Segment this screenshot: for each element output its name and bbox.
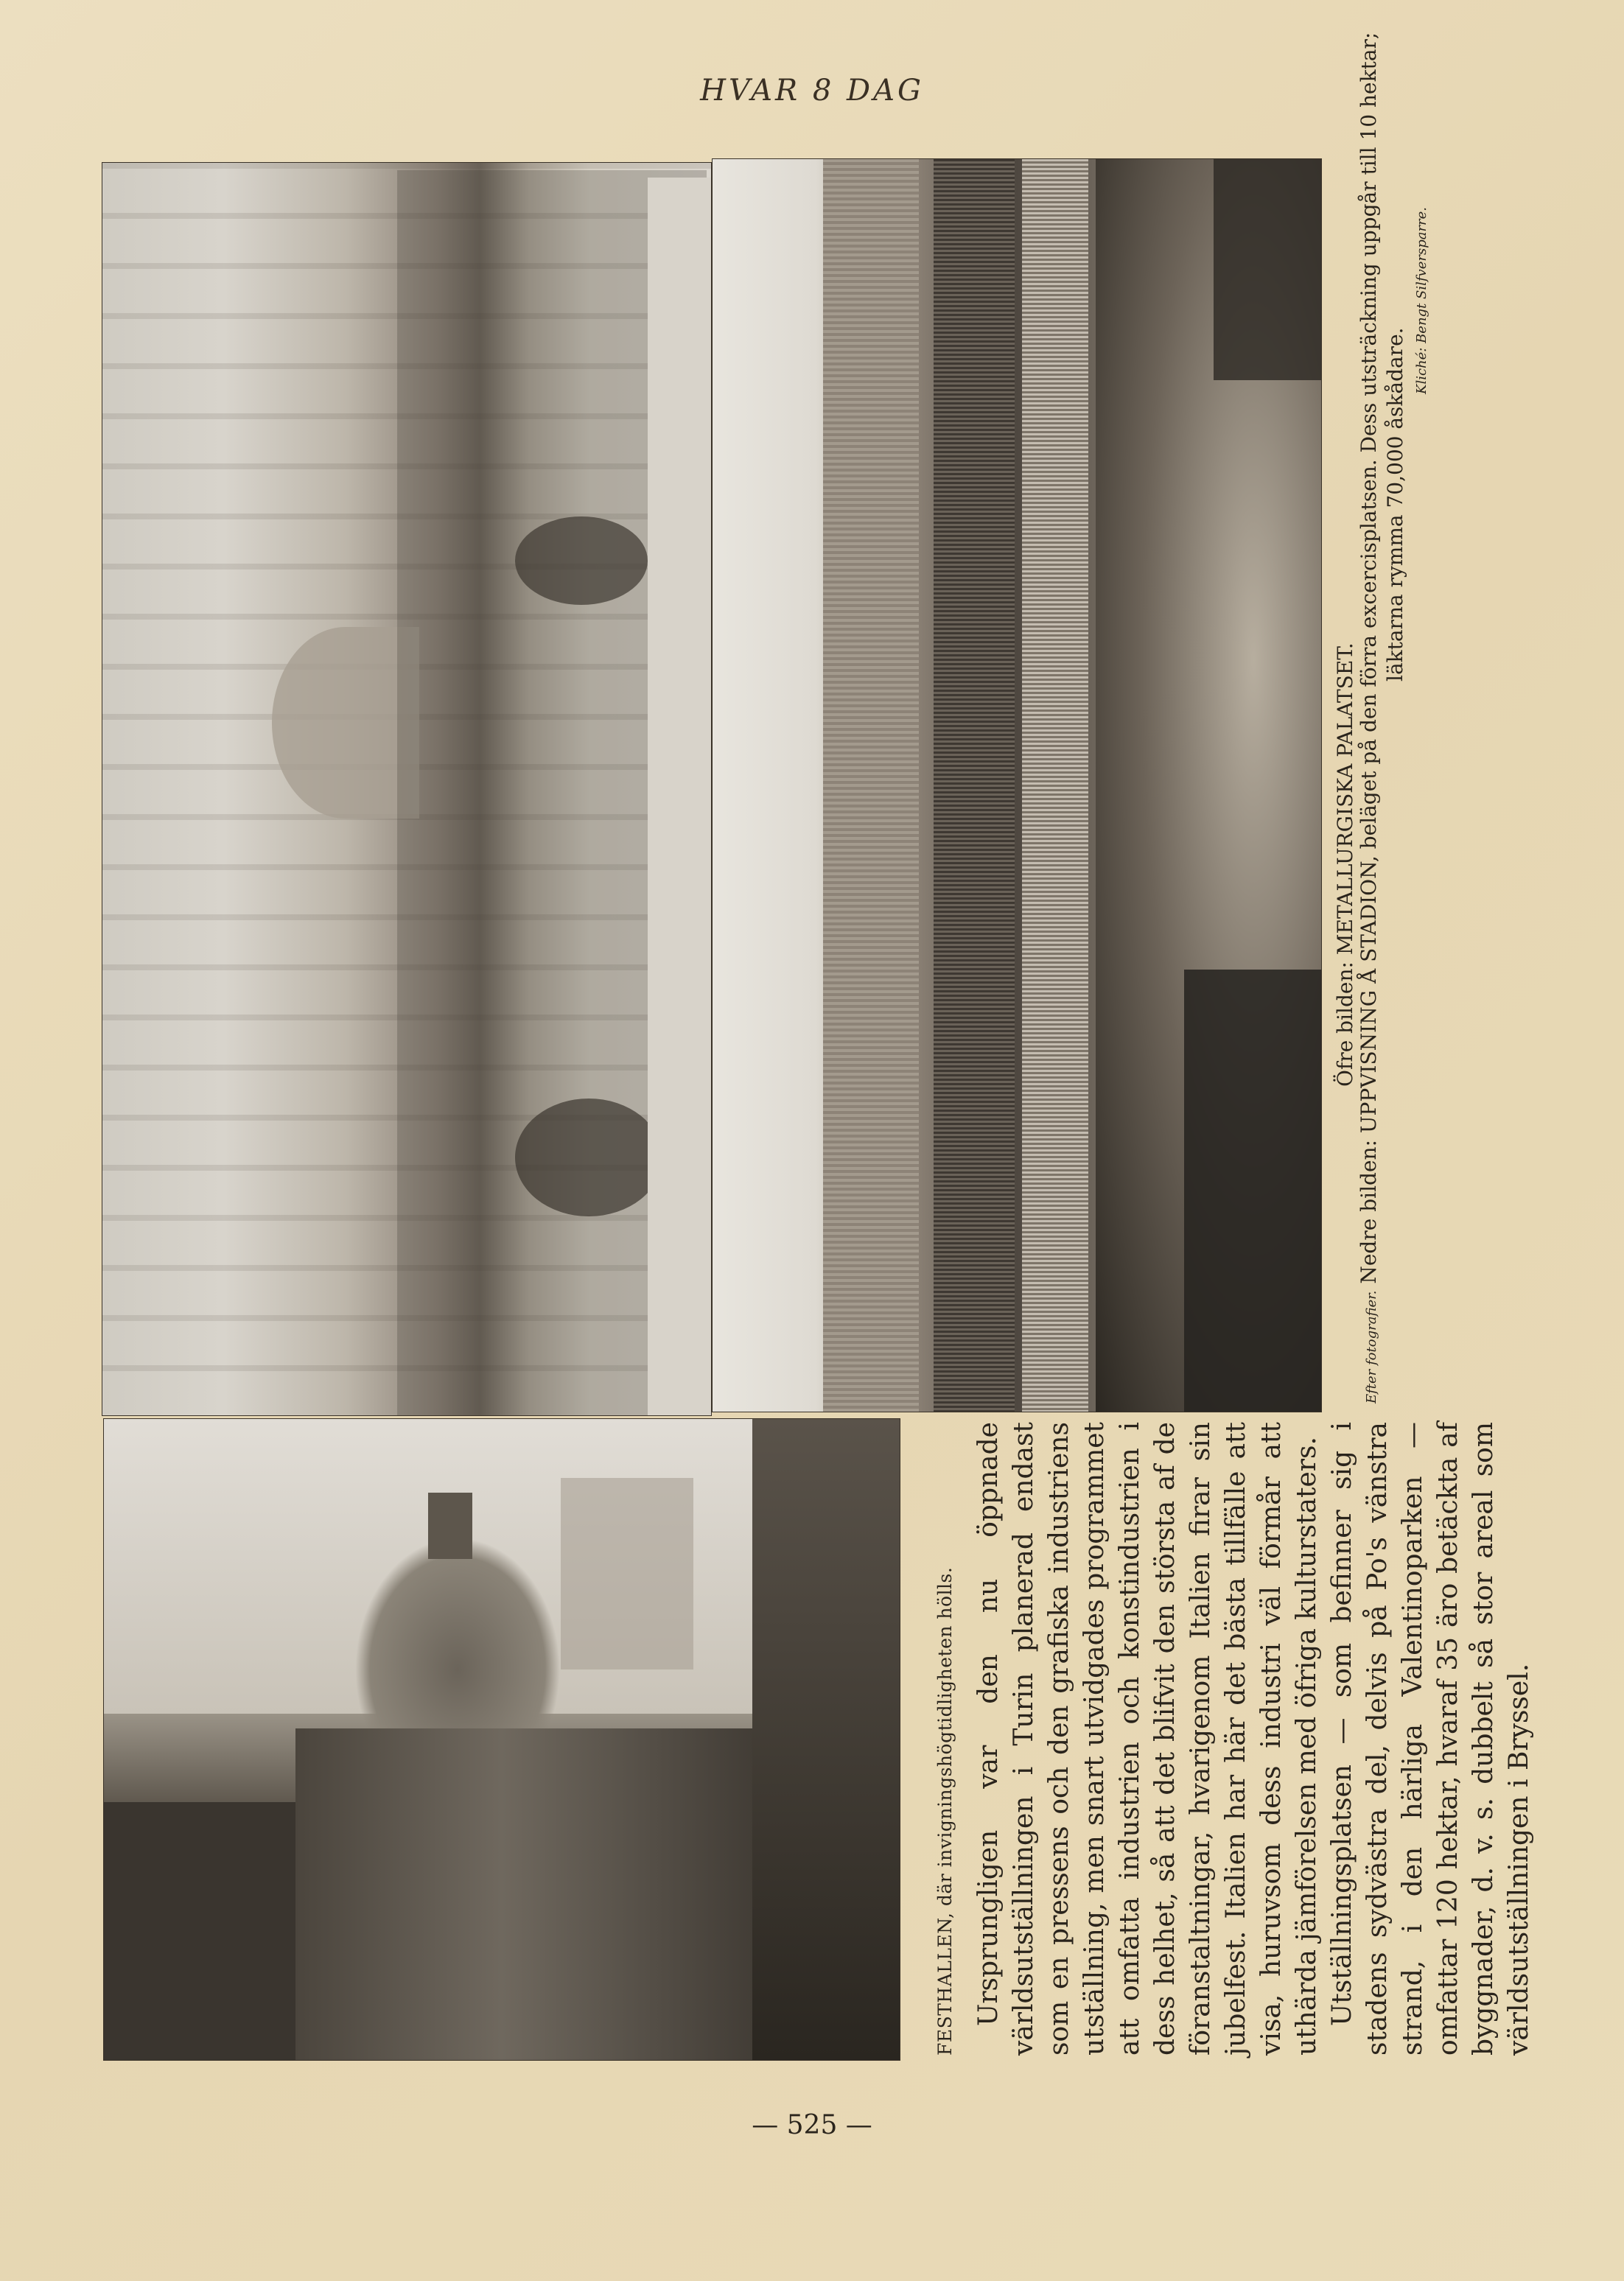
bottom-caption-line bbox=[1357, 32, 1384, 1404]
article-paragraph-2: Utställningsplatsen — som befinner sig i stadens sydvästra del, delvis på Po's vänstra strand, i den härliga Valentinoparken — omfattar 120 hektar, hvaraf 35 äro betäckta af byggnader, d. v. s. dubbelt så stor areal som världsutställningen i Bryssel. bbox=[1327, 1422, 1534, 2056]
festhallen-caption-text: FESTHALLEN, där invigningshögtidligheten hölls. bbox=[934, 1566, 956, 2056]
page-number: — 525 — bbox=[752, 2110, 872, 2140]
top-caption-title: METALLURGISKA PALATSET. bbox=[1333, 642, 1357, 956]
bottom-caption-line-2 bbox=[1384, 151, 1407, 1404]
photo-stadion bbox=[712, 158, 1322, 1412]
article-paragraph-1: Ursprungligen var den nu öppnade världsutställningen i Turin planerad endast som en pressens och den grafiska industriens utställning, men snart utvidgades programmet att omfatta industrien och konstindustrien i dess helhet, så att det blifvit den största af de föranstaltningar, hvarigenom Italien firar sin jubelfest. Italien har här det bästa tillfälle att visa, huruvsom dess industri väl förmår att uthärda jämförelsen med öfriga kulturstaters. bbox=[973, 1422, 1322, 2056]
running-head: HVAR 8 DAG bbox=[700, 74, 924, 108]
photo-metallurgical-palace bbox=[102, 162, 712, 1416]
bottom-caption-text: beläget på den förra excercisplatsen. Dess utsträckning uppgår till 10 hektar; bbox=[1357, 32, 1381, 849]
article-body bbox=[971, 1422, 1537, 2056]
credit-line bbox=[1407, 151, 1434, 1404]
credit-photographs: Efter fotografier. bbox=[1364, 1290, 1379, 1404]
bottom-caption-text-2: läktarna rymma 70,000 åskådare. bbox=[1383, 327, 1407, 682]
credit-cliche: Kliché: Bengt Silfversparre. bbox=[1414, 206, 1429, 394]
top-caption-label: Öfre bilden: bbox=[1333, 961, 1357, 1087]
photo-captions bbox=[1333, 32, 1434, 1404]
festhallen-caption bbox=[934, 1422, 956, 2056]
top-caption-line bbox=[1334, 151, 1357, 1404]
bottom-caption-label: Nedre bilden: bbox=[1357, 1139, 1381, 1284]
photo-festhallen bbox=[103, 1418, 900, 2061]
bottom-caption-title: UPPVISNING Å STADION, bbox=[1357, 855, 1381, 1134]
